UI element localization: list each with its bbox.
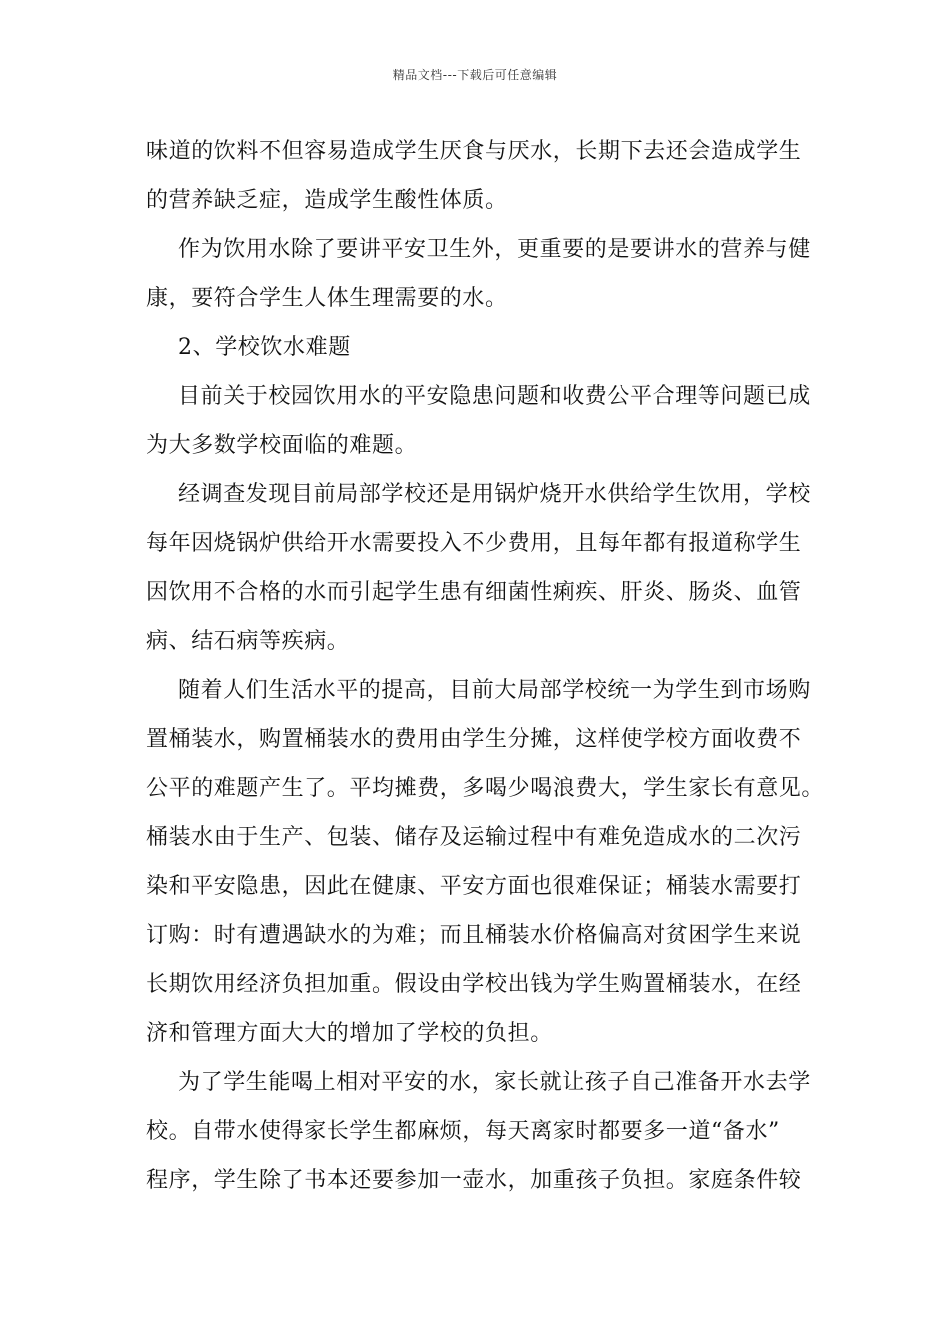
- text-line: 味道的饮料不但容易造成学生厌食与厌水，长期下去还会造成学生: [146, 139, 802, 164]
- text-line: 校。自带水使得家长学生都麻烦，每天离家时都要多一道“备水”: [146, 1119, 780, 1144]
- text-line: 置桶装水，购置桶装水的费用由学生分摊，这样使学校方面收费不: [146, 727, 802, 752]
- document-body: [146, 132, 825, 1210]
- paragraph-first-line: 随着人们生活水平的提高，目前大局部学校统一为学生到市场购: [178, 678, 811, 703]
- paragraph-first-line: 作为饮用水除了要讲平安卫生外，更重要的是要讲水的营养与健: [178, 237, 811, 262]
- text-line: 桶装水由于生产、包装、储存及运输过程中有难免造成水的二次污: [146, 825, 802, 850]
- paragraph-first-line: 为了学生能喝上相对平安的水，家长就让孩子自己准备开水去学: [178, 1070, 811, 1095]
- text-line: 因饮用不合格的水而引起学生患有细菌性痢疾、肝炎、肠炎、血管: [146, 580, 802, 605]
- text-line: 程序，学生除了书本还要参加一壶水，加重孩子负担。家庭条件较: [146, 1168, 802, 1193]
- text-line: 济和管理方面大大的增加了学校的负担。: [146, 1021, 553, 1046]
- paragraph-first-line: 目前关于校园饮用水的平安隐患问题和收费公平合理等问题已成: [178, 384, 811, 409]
- text-line: 订购：时有遭遇缺水的为难；而且桶装水价格偏高对贫困学生来说: [146, 923, 802, 948]
- section-heading: 2、学校饮水难题: [178, 335, 351, 360]
- text-line: 病、结石病等疾病。: [146, 629, 350, 654]
- text-line: 公平的难题产生了。平均摊费，多喝少喝浪费大，学生家长有意见。: [146, 776, 825, 801]
- text-line: 的营养缺乏症，造成学生酸性体质。: [146, 188, 508, 213]
- text-line: 每年因烧锅炉供给开水需要投入不少费用，且每年都有报道称学生: [146, 531, 802, 556]
- paragraph-first-line: 经调查发现目前局部学校还是用锅炉烧开水供给学生饮用，学校: [178, 482, 811, 507]
- text-line: 康，要符合学生人体生理需要的水。: [146, 286, 508, 311]
- text-line: 染和平安隐患，因此在健康、平安方面也很难保证；桶装水需要打: [146, 874, 802, 899]
- text-line: 为大多数学校面临的难题。: [146, 433, 418, 458]
- page-header: 精品文档---下载后可任意编辑: [392, 68, 558, 82]
- text-line: 长期饮用经济负担加重。假设由学校出钱为学生购置桶装水，在经: [146, 972, 802, 997]
